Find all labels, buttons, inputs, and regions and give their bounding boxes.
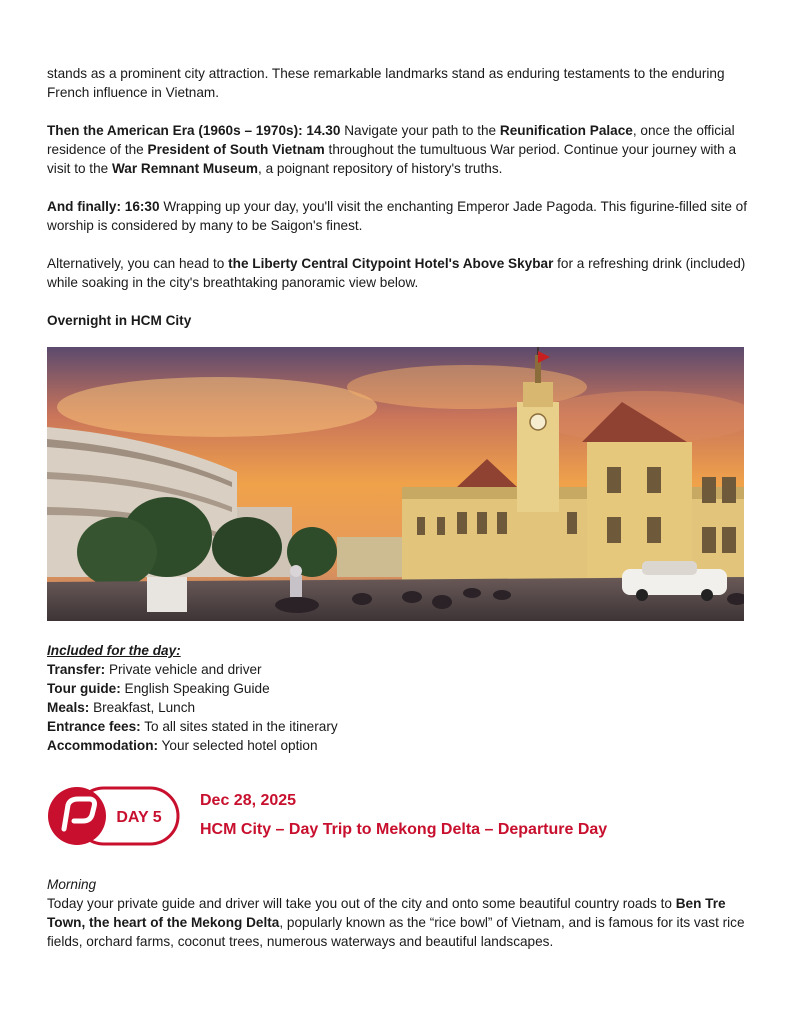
included-title: Included for the day: — [47, 643, 181, 658]
day-header — [200, 786, 607, 844]
item-label: Entrance fees: — [47, 719, 141, 734]
item-label: Transfer: — [47, 662, 106, 677]
paragraph-french-landmarks — [47, 64, 747, 102]
day-badge — [46, 785, 182, 847]
skybar-name: the Liberty Central Citypoint Hotel's Above Skybar — [228, 256, 554, 271]
day-date: Dec 28, 2025 — [200, 792, 297, 809]
reunification-palace: Reunification Palace — [499, 123, 633, 138]
item-value: Your selected hotel option — [158, 738, 318, 753]
text-span: Navigate your path to the — [340, 123, 500, 138]
day-title: HCM City – Day Trip to Mekong Delta – Departure Day — [200, 821, 608, 838]
item-value: English Speaking Guide — [120, 681, 270, 696]
american-era-heading: Then the American Era (1960s – 1970s): 14.30 — [47, 123, 341, 138]
text-span: throughout the tumultuous War period. Continue your journey with a visit to the — [47, 142, 737, 176]
item-value: Breakfast, Lunch — [89, 700, 196, 715]
paragraph-text: stands as a prominent city attraction. These remarkable landmarks stand as enduring testaments to the enduring French influence in Vietnam. — [47, 66, 725, 100]
item-label: Meals: — [47, 700, 90, 715]
included-item-tour-guide — [47, 679, 747, 698]
president-of-south-vietnam: President of South Vietnam — [147, 142, 325, 157]
day-number: DAY 5 — [116, 809, 162, 826]
text-span: Wrapping up your day, you'll visit the enchanting Emperor Jade Pagoda. This figurine-filled site of worship is considered by many to be Saigon's finest. — [47, 199, 748, 233]
text-span: for a refreshing drink (included) while soaking in the city's breathtaking panoramic view below. — [47, 256, 746, 290]
finally-heading: And finally: 16:30 — [47, 199, 160, 214]
overnight-text: Overnight in HCM City — [47, 313, 192, 328]
item-label: Accommodation: — [47, 738, 159, 753]
paragraph-american-era — [47, 121, 747, 178]
city-hall-photo — [47, 347, 744, 621]
included-item-meals — [47, 698, 747, 717]
paragraph-finally — [47, 197, 747, 235]
war-remnant-museum: War Remnant Museum — [111, 161, 259, 176]
text-span: Alternatively, you can head to — [47, 256, 229, 271]
item-value: To all sites stated in the itinerary — [140, 719, 338, 734]
text-span: , popularly known as the “rice bowl” of Vietnam, and is famous for its vast rice fields, orchard farms, coconut trees, numerous waterways and beautiful landscapes. — [47, 915, 745, 949]
paragraph-morning — [47, 875, 747, 951]
included-item-entrance-fees — [47, 717, 747, 736]
text-span: , once the official residence of the — [47, 123, 735, 157]
item-value: Private vehicle and driver — [105, 662, 262, 677]
text-span: , a poignant repository of history's truths. — [258, 161, 503, 176]
included-for-the-day — [47, 641, 747, 755]
included-item-transfer — [47, 660, 747, 679]
overnight-note — [47, 311, 747, 330]
included-item-accommodation — [47, 736, 747, 755]
paragraph-skybar — [47, 254, 747, 292]
day-badge-graphic — [46, 785, 182, 847]
morning-label: Morning — [47, 877, 97, 892]
item-label: Tour guide: — [47, 681, 121, 696]
text-span: Today your private guide and driver will take you out of the city and onto some beautiful country roads to — [47, 896, 676, 911]
ben-tre-town: Ben Tre Town, the heart of the Mekong Delta — [47, 896, 726, 930]
